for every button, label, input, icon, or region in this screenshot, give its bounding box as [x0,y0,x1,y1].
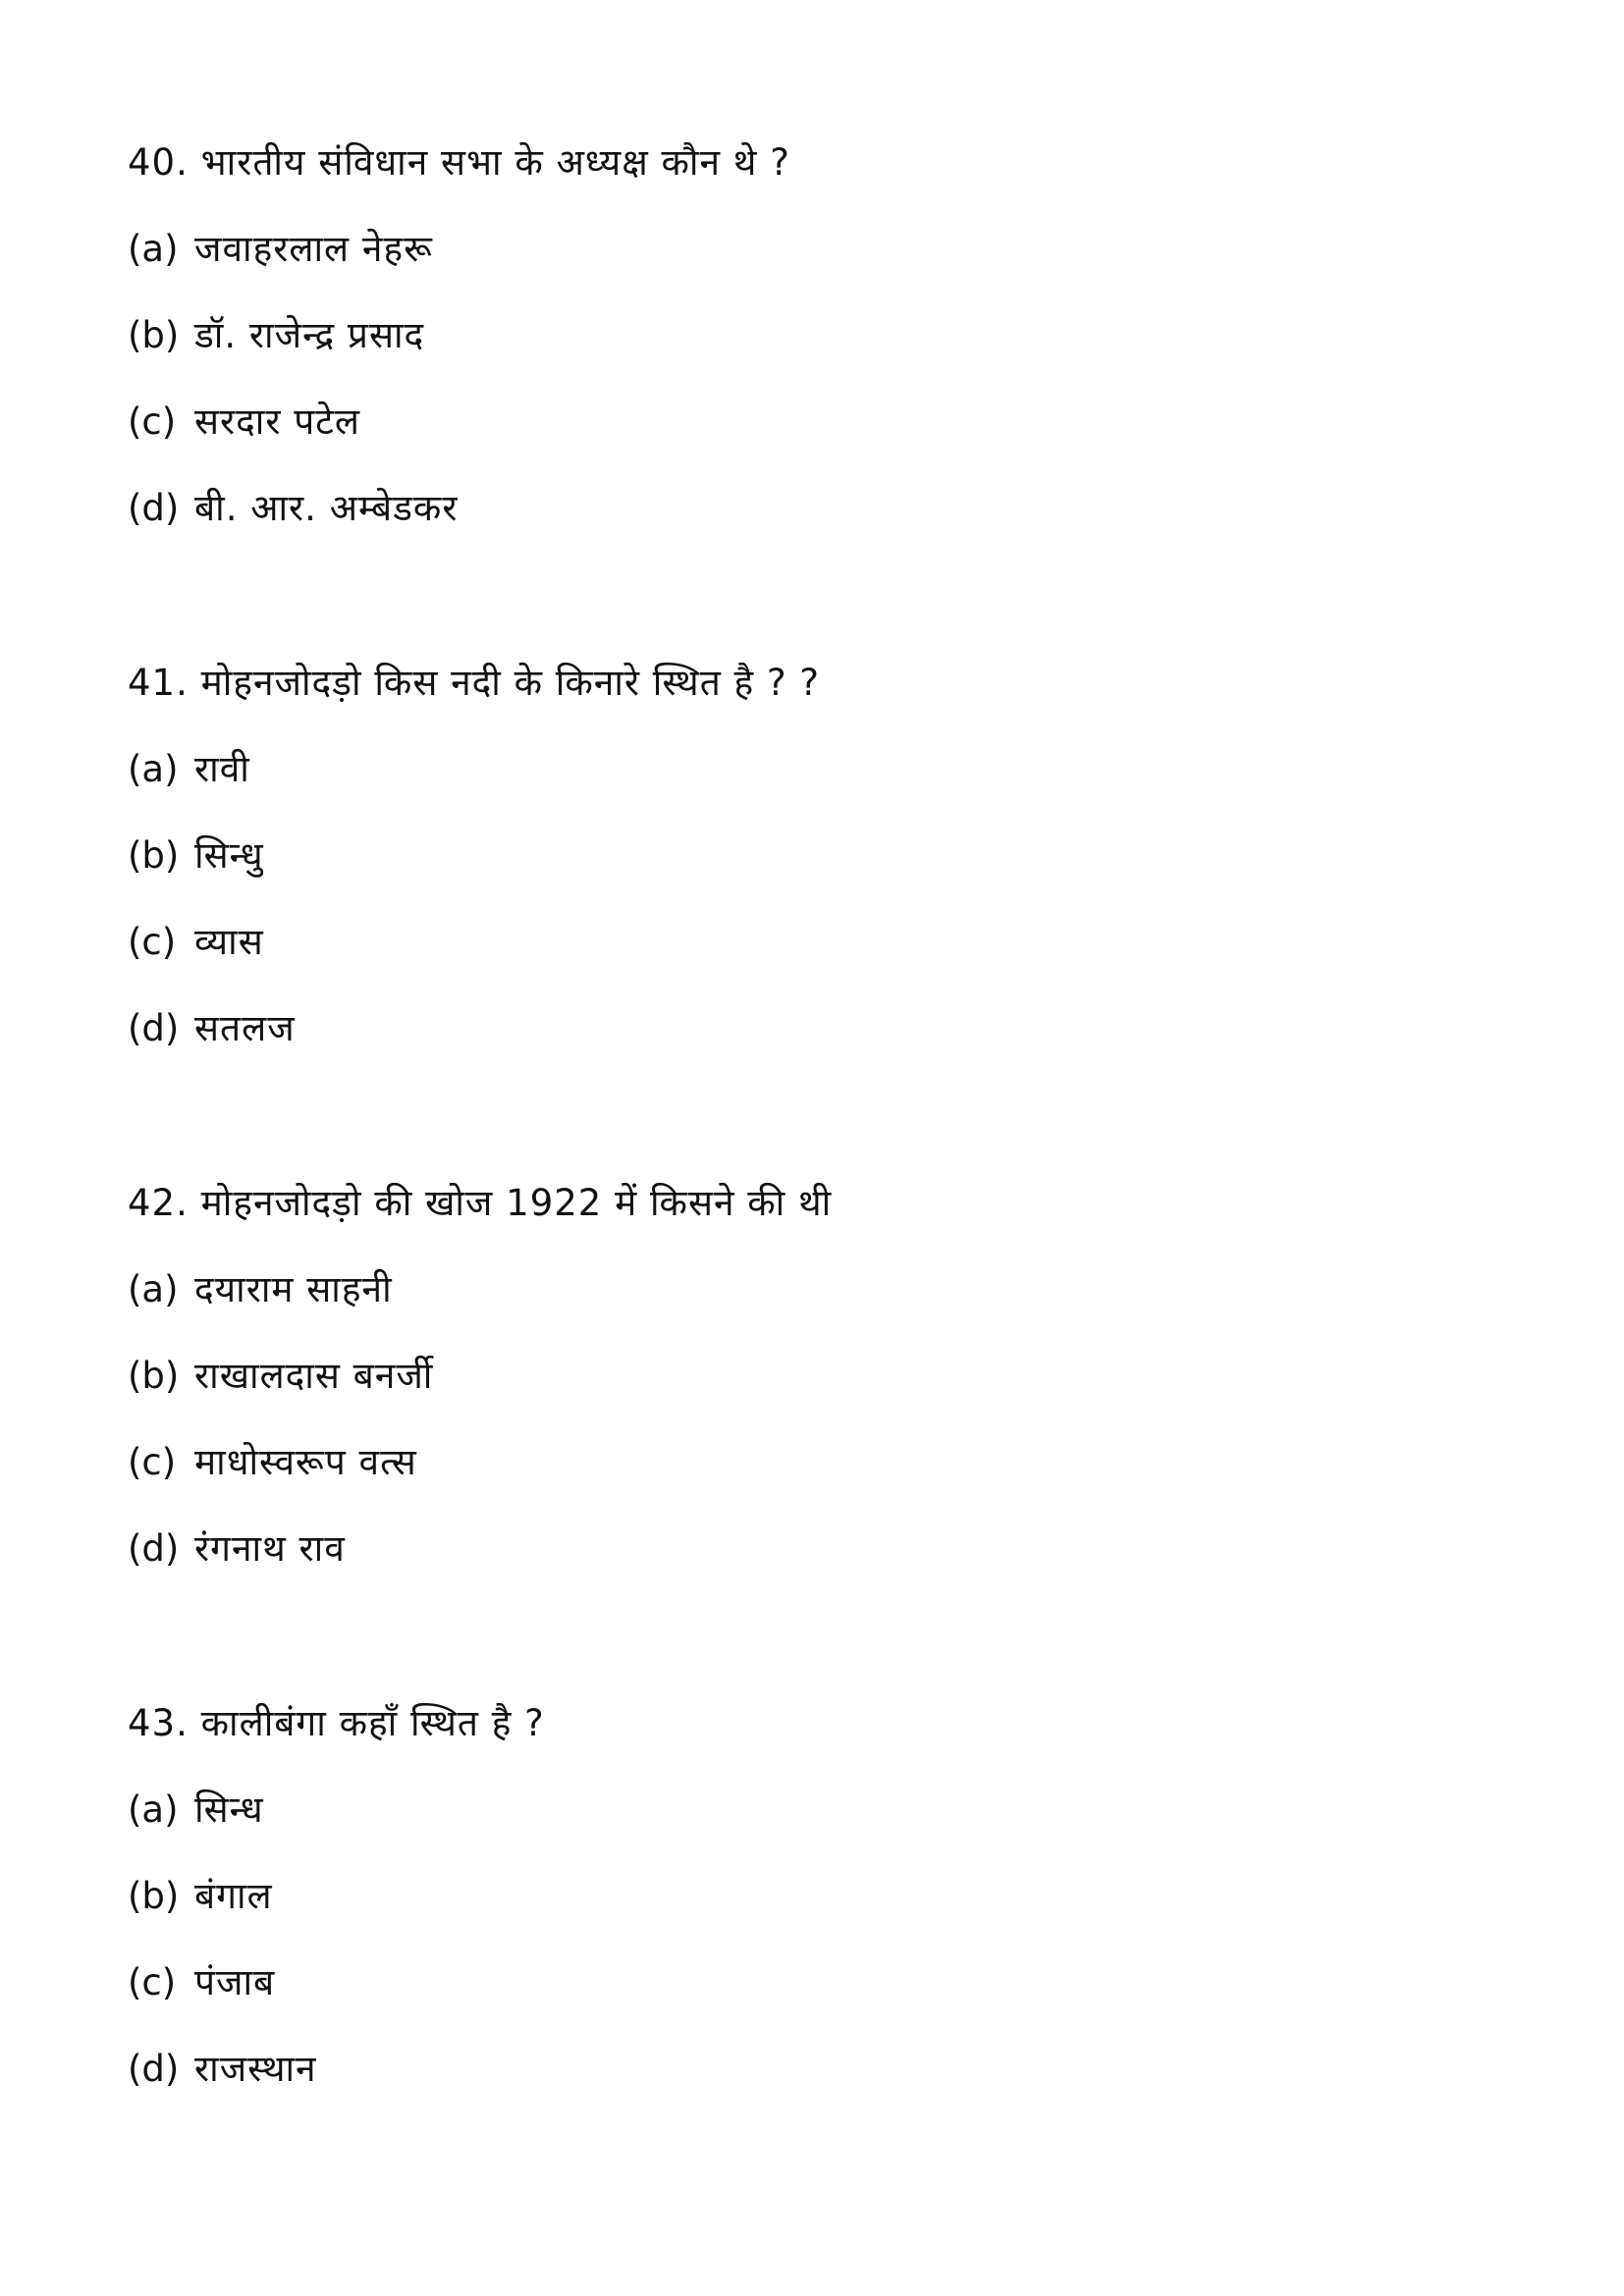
option-c[interactable] [128,369,1522,455]
option-a[interactable] [128,1237,1522,1323]
option-text: पंजाब [194,1961,276,2003]
option-key: (c) [128,921,177,963]
option-c[interactable] [128,1410,1522,1496]
option-key: (b) [128,1875,180,1917]
question-text [128,658,1522,717]
question-text [128,1698,1522,1757]
option-a[interactable] [128,196,1522,283]
option-text: व्यास [194,921,264,963]
option-a[interactable] [128,717,1522,803]
question-40 [128,137,1522,658]
option-text: माधोस्वरूप वत्स [194,1441,417,1483]
question-42 [128,1178,1522,1698]
question-number: 42. [128,1182,189,1224]
option-text: सिन्धु [194,834,264,877]
option-text: राखालदास बनर्जी [194,1355,434,1397]
option-key: (c) [128,1441,177,1483]
option-text: सिन्ध [194,1789,264,1831]
option-key: (b) [128,314,180,356]
option-key: (b) [128,1355,180,1397]
option-a[interactable] [128,1757,1522,1843]
question-prompt: कालीबंगा कहाँ स्थित है ? [200,1702,545,1744]
question-43 [128,1698,1522,2218]
question-text [128,137,1522,196]
option-text: बंगाल [194,1875,273,1917]
option-key: (d) [128,2048,180,2090]
option-key: (a) [128,748,179,790]
option-text: बी. आर. अम्बेडकर [194,487,459,529]
option-b[interactable] [128,1843,1522,1930]
option-key: (d) [128,1527,180,1570]
option-key: (c) [128,1961,177,2003]
option-key: (a) [128,228,179,270]
question-prompt: भारतीय संविधान सभा के अध्यक्ष कौन थे ? [200,141,790,184]
question-number: 40. [128,141,189,184]
option-d[interactable] [128,455,1522,542]
option-text: सतलज [194,1007,296,1049]
option-b[interactable] [128,283,1522,369]
question-number: 41. [128,662,189,704]
option-key: (b) [128,834,180,877]
option-d[interactable] [128,1496,1522,1582]
option-text: रावी [194,748,250,790]
question-page [128,137,1522,2218]
option-b[interactable] [128,803,1522,889]
option-d[interactable] [128,976,1522,1062]
option-d[interactable] [128,2016,1522,2103]
option-key: (d) [128,1007,180,1049]
option-text: राजस्थान [194,2048,317,2090]
option-text: रंगनाथ राव [194,1527,346,1570]
option-c[interactable] [128,889,1522,976]
option-text: सरदार पटेल [194,400,361,443]
option-b[interactable] [128,1323,1522,1410]
question-prompt: मोहनजोदड़ो की खोज 1922 में किसने की थी [200,1182,833,1224]
option-key: (c) [128,400,177,443]
option-key: (a) [128,1789,179,1831]
question-number: 43. [128,1702,189,1744]
option-text: दयाराम साहनी [194,1268,393,1310]
question-prompt: मोहनजोदड़ो किस नदी के किनारे स्थित है ? ? [200,662,820,704]
option-text: जवाहरलाल नेहरू [194,228,433,270]
option-key: (d) [128,487,180,529]
question-41 [128,658,1522,1178]
option-text: डॉ. राजेन्द्र प्रसाद [194,314,425,356]
option-key: (a) [128,1268,179,1310]
option-c[interactable] [128,1930,1522,2016]
question-text [128,1178,1522,1237]
